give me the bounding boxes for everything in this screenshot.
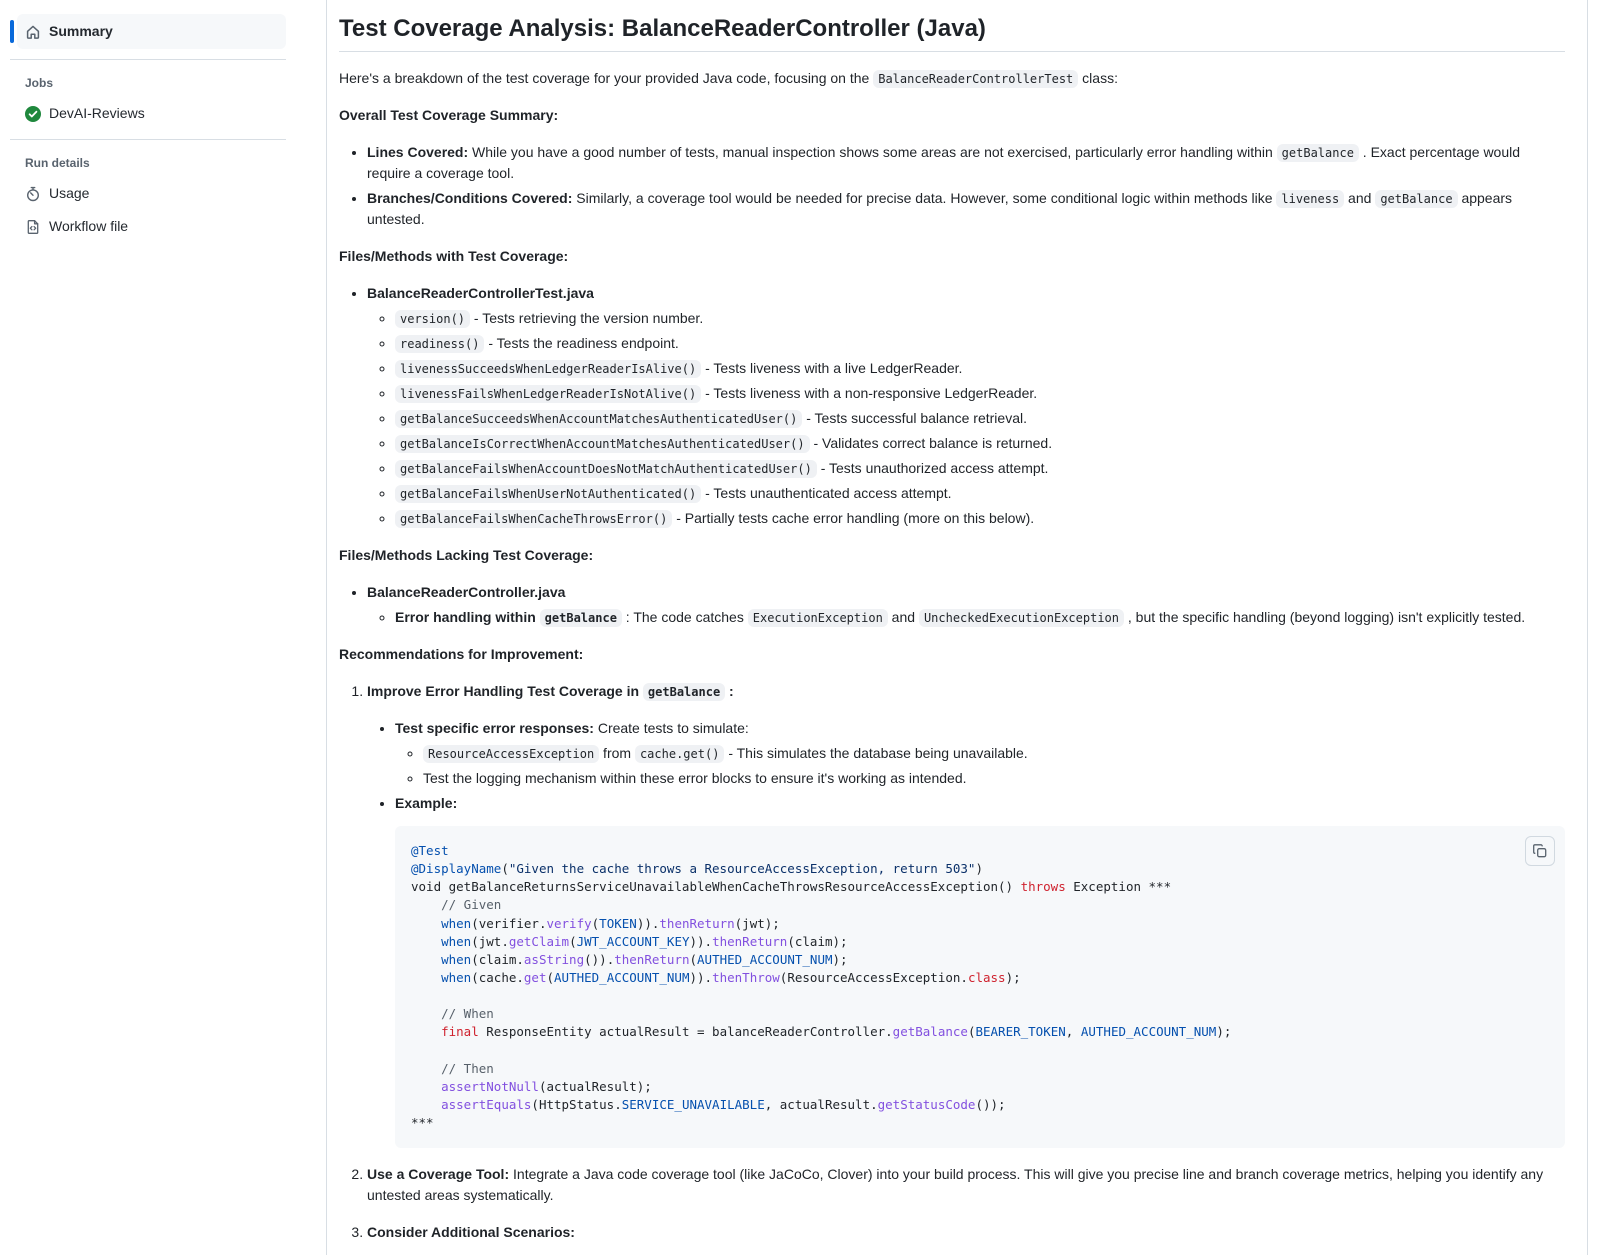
list-item: ◦ livenessFailsWhenLedgerReaderIsNotAlive() - Tests liveness with a non-responsive LedgerReader. [395, 383, 1565, 404]
recommendations-list [339, 681, 1565, 1243]
simulate-list [395, 743, 1565, 789]
copy-icon [1532, 843, 1548, 859]
list-item [367, 1222, 1565, 1243]
run-detail-label: Workflow file [49, 218, 129, 234]
run-details-section-heading: Run details [25, 156, 90, 170]
section-heading-with-coverage: Files/Methods with Test Coverage: [339, 248, 569, 264]
list-item: • Branches/Conditions Covered: Similarly, a coverage tool would be needed for precise data. However, some conditional logic within methods like liveness and getBalance appears untested. [367, 188, 1565, 230]
list-item [367, 681, 1565, 1148]
intro-paragraph: Here's a breakdown of the test coverage for your provided Java code, focusing on the BalanceReaderControllerTest class: [339, 70, 1118, 86]
home-icon [25, 24, 41, 40]
code-block-content: @Test @DisplayName("Given the cache throws a ResourceAccessException, return 503") void getBalanceReturnsServiceUnavailableWhenCacheThrowsResourceAccessException() throws Exception *** // Given when(verifier.verify(TOKEN)).thenReturn(jwt); when(jwt.getClaim(JWT_ACCOUNT_KEY)).thenReturn(claim); when(claim.asString()).thenReturn(AUTHED_ACCOUNT_NUM); when(cache.get(AUTHED_ACCOUNT_NUM)).thenThrow(ResourceAccessException.class); // When final ResponseEntity actualResult = balanceReaderController.getBalance(BEARER_TOKEN, AUTHED_ACCOUNT_NUM); // Then assertNotNull(actualResult); assertEquals(HttpStatus.SERVICE_UNAVAILABLE, actualResult.getStatusCode()); *** [411, 843, 1232, 1130]
list-item: ◦ livenessSucceedsWhenLedgerReaderIsAlive() - Tests liveness with a live LedgerReader. [395, 358, 1565, 379]
page-title: Test Coverage Analysis: BalanceReaderController (Java) [339, 14, 1565, 52]
list-item: ◦ getBalanceSucceedsWhenAccountMatchesAuthenticatedUser() - Tests successful balance retrieval. [395, 408, 1565, 429]
copy-button[interactable] [1525, 836, 1555, 866]
sidebar-item-summary[interactable] [17, 14, 286, 49]
divider [10, 59, 286, 60]
list-item: ◦ getBalanceFailsWhenUserNotAuthenticated() - Tests unauthenticated access attempt. [395, 483, 1565, 504]
sub-item-text: • Test specific error responses: Create tests to simulate: [395, 720, 749, 736]
sidebar-item-devai-reviews[interactable] [17, 98, 286, 129]
list-item: ◦ Error handling within getBalance : The code catches ExecutionException and UncheckedExecutionException , but the specific handling (beyond logging) isn't explicitly tested. [395, 607, 1565, 628]
recommendation-title: 3. Consider Additional Scenarios: [367, 1224, 575, 1240]
check-circle-icon [25, 106, 41, 122]
sidebar-item-label: Summary [49, 23, 113, 39]
list-item [395, 718, 1565, 789]
list-item: ◦ getBalanceFailsWhenAccountDoesNotMatchAuthenticatedUser() - Tests unauthorized access attempt. [395, 458, 1565, 479]
recommendation-sublist [367, 718, 1565, 1148]
section-heading-recommendations: Recommendations for Improvement: [339, 646, 584, 662]
section-heading-lacking: Files/Methods Lacking Test Coverage: [339, 547, 594, 563]
example-label: • Example: [395, 795, 458, 811]
list-item [367, 1164, 1565, 1206]
list-item: • Lines Covered: While you have a good number of tests, manual inspection shows some areas are not exercised, particularly error handling within getBalance . Exact percentage would require a coverage tool. [367, 142, 1565, 184]
sidebar-item-workflow-file[interactable] [17, 211, 286, 242]
summary-content [327, 0, 1588, 1255]
jobs-section-heading: Jobs [25, 76, 54, 90]
lacking-sublist [367, 607, 1565, 628]
list-item [367, 283, 1565, 529]
lacking-list [339, 582, 1565, 628]
list-item [367, 582, 1565, 628]
list-item: ◦ version() - Tests retrieving the version number. [395, 308, 1565, 329]
list-item: ◦ getBalanceIsCorrectWhenAccountMatchesAuthenticatedUser() - Validates correct balance is returned. [395, 433, 1565, 454]
stopwatch-icon [25, 186, 41, 202]
list-item: ◦ readiness() - Tests the readiness endpoint. [395, 333, 1565, 354]
with-coverage-list [339, 283, 1565, 529]
sidebar [0, 0, 327, 1255]
recommendation-title: 1. Improve Error Handling Test Coverage in getBalance : [367, 683, 734, 699]
list-item: ◦ getBalanceFailsWhenCacheThrowsError() - Partially tests cache error handling (more on this below). [395, 508, 1565, 529]
run-detail-label: Usage [49, 185, 90, 201]
sidebar-item-usage[interactable] [17, 178, 286, 209]
code-block [395, 826, 1565, 1148]
file-name: • BalanceReaderController.java [367, 584, 566, 600]
divider [10, 139, 286, 140]
file-name: • BalanceReaderControllerTest.java [367, 285, 594, 301]
method-list [367, 308, 1565, 529]
job-label: DevAI-Reviews [49, 105, 145, 121]
list-item [395, 793, 1565, 1148]
recommendation-title: 2. Use a Coverage Tool: Integrate a Java code coverage tool (like JaCoCo, Clover) into your build process. This will give you precise line and branch coverage metrics, helping you identify any untested areas systematically. [367, 1166, 1544, 1203]
overall-list [339, 142, 1565, 230]
file-code-icon [25, 219, 41, 235]
section-heading-overall: Overall Test Coverage Summary: [339, 107, 559, 123]
list-item: ◦ Test the logging mechanism within these error blocks to ensure it's working as intended. [423, 768, 1565, 789]
list-item: ◦ ResourceAccessException from cache.get() - This simulates the database being unavailable. [423, 743, 1565, 764]
